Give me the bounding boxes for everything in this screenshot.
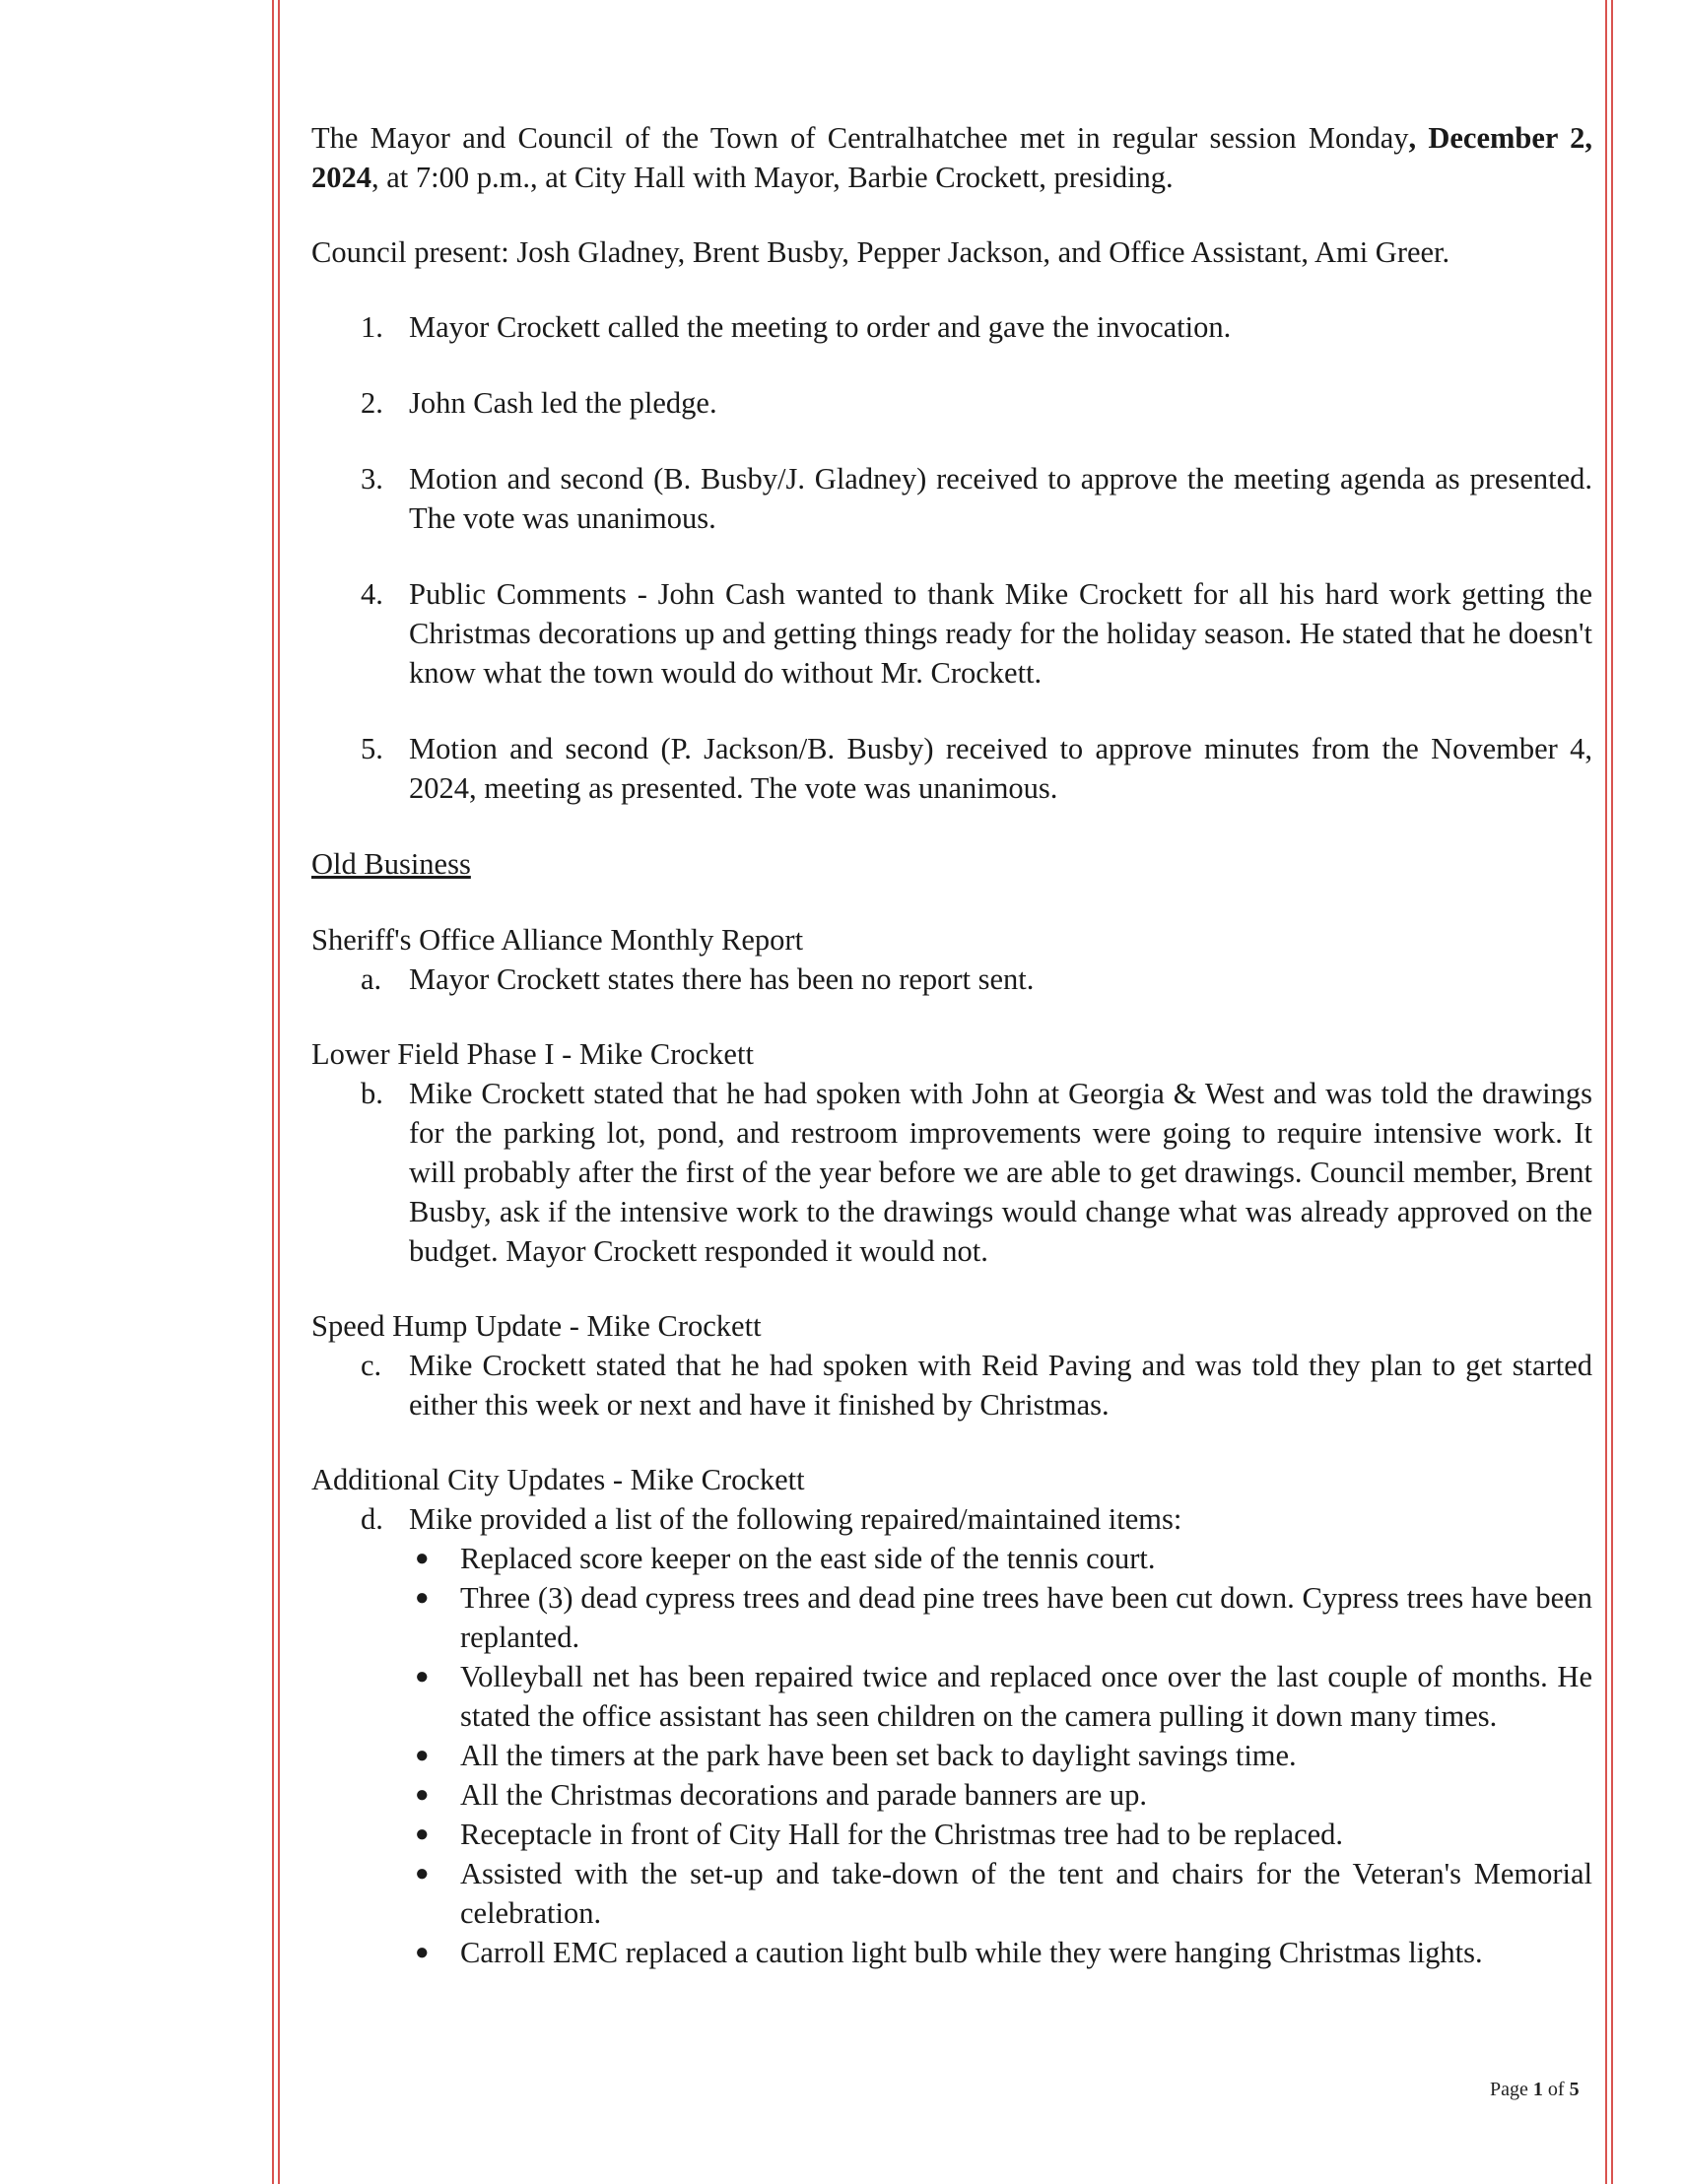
list-item: ● Three (3) dead cypress trees and dead pine trees have been cut down. Cypress trees have been replanted. [409,1578,1592,1657]
page-number: Page 1 of 5 [1490,2079,1580,2100]
right-margin-line-inner [1605,0,1607,2184]
list-item: ● All the Christmas decorations and parade banners are up. [409,1775,1592,1815]
list-item: ● Replaced score keeper on the east side of the tennis court. [409,1539,1592,1578]
speed-hump-section [311,1306,1592,1424]
lower-field-section [311,1034,1592,1271]
list-item: ● Volleyball net has been repaired twice and replaced once over the last couple of months. He stated the office assistant has seen children on the camera pulling it down many times. [409,1657,1592,1736]
section-title: Additional City Updates - Mike Crockett [311,1463,805,1496]
section-title: Speed Hump Update - Mike Crockett [311,1309,762,1343]
section-title: Lower Field Phase I - Mike Crockett [311,1037,754,1071]
sheriff-report-section [311,920,1592,999]
old-business-heading: Old Business [311,847,471,881]
agenda-item: 1. Mayor Crockett called the meeting to order and gave the invocation. [361,310,1232,344]
agenda-item: 3. Motion and second (B. Busby/J. Gladney) received to approve the meeting agenda as presented. The vote was unanimous. [361,462,1592,535]
bullet-icon: ● [415,1940,430,1965]
intro-text-before: The Mayor and Council of the Town of Centralhatchee met in regular session Monday [311,121,1409,155]
maintenance-list [409,1539,1592,1972]
bullet-icon: ● [415,1585,430,1611]
agenda-item: 2. John Cash led the pledge. [361,386,717,420]
agenda-item: 4. Public Comments - John Cash wanted to thank Mike Crockett for all his hard work getting the Christmas decorations up and getting things ready for the holiday season. He stated that he doesn't know what the town would do without Mr. Crockett. [361,577,1592,690]
list-item: ● Carroll EMC replaced a caution light bulb while they were hanging Christmas lights. [409,1933,1592,1972]
meeting-date: , December 2, 2024 [311,121,1592,194]
city-updates-section [311,1460,1592,1972]
agenda-item: 5. Motion and second (P. Jackson/B. Busby) received to approve minutes from the November 4, 2024, meeting as presented. The vote was unanimous. [361,732,1592,805]
bullet-icon: ● [415,1821,430,1847]
bullet-icon: ● [415,1546,430,1571]
section-item: a. Mayor Crockett states there has been no report sent. [361,962,1035,996]
bullet-icon: ● [415,1782,430,1808]
section-title: Sheriff's Office Alliance Monthly Report [311,923,804,957]
left-margin-line-outer [272,0,274,2184]
section-item: b. Mike Crockett stated that he had spoken with John at Georgia & West and was told the drawings for the parking lot, pond, and restroom improvements were going to require intensive work. It will probably after the first of the year before we are able to get drawings. Council member, Brent Busby, ask if the intensive work to the drawings would change what was already approved on the budget. Mayor Crockett responded it would not. [361,1077,1592,1268]
agenda-list [311,307,1592,808]
left-margin-line-inner [278,0,280,2184]
right-margin-line-outer [1611,0,1613,2184]
section-item: d. Mike provided a list of the following repaired/maintained items: [361,1502,1182,1536]
section-item: c. Mike Crockett stated that he had spoken with Reid Paving and was told they plan to get started either this week or next and have it finished by Christmas. [361,1349,1592,1422]
bullet-icon: ● [415,1743,430,1768]
intro-paragraph [311,118,1592,197]
bullet-icon: ● [415,1664,430,1689]
list-item: ● Receptacle in front of City Hall for the Christmas tree had to be replaced. [409,1815,1592,1854]
list-item: ● Assisted with the set-up and take-down of the tent and chairs for the Veteran's Memorial celebration. [409,1854,1592,1933]
list-item: ● All the timers at the park have been set back to daylight savings time. [409,1736,1592,1775]
document-page [311,118,1592,1972]
bullet-icon: ● [415,1861,430,1886]
intro-text-after: , at 7:00 p.m., at City Hall with Mayor, Barbie Crockett, presiding. [371,161,1174,194]
council-present: Council present: Josh Gladney, Brent Busby, Pepper Jackson, and Office Assistant, Ami Greer. [311,235,1450,269]
